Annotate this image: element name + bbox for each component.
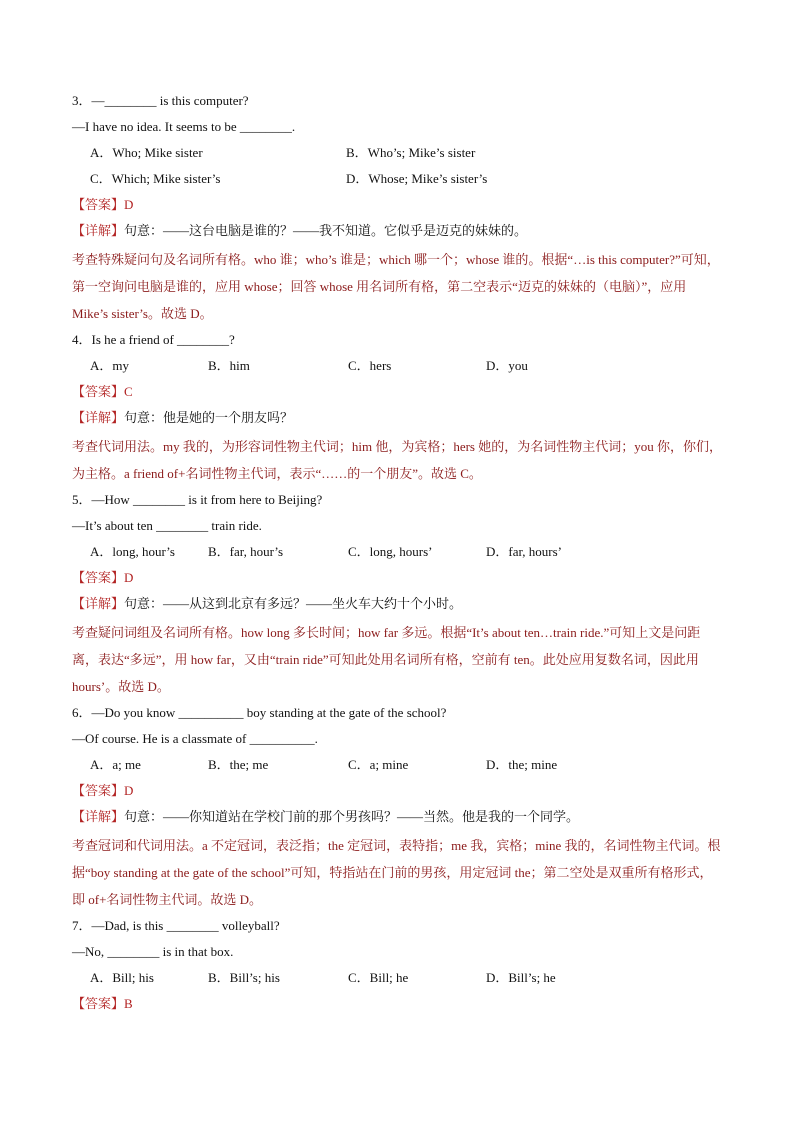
question-stem: 4．Is he a friend of ________? bbox=[72, 332, 235, 347]
option-c: C．Which; Mike sister’s bbox=[90, 171, 221, 186]
question-stem: 7．—Dad, is this ________ volleyball? bbox=[72, 918, 280, 933]
option-c: C．hers bbox=[348, 358, 392, 373]
question-6 bbox=[72, 704, 722, 913]
explanation: 考查冠词和代词用法。a 不定冠词，表泛指；the 定冠词，表特指；me 我，宾格；mine 我的，名词性物主代词。根据“boy standing at the gate of the school”可知，特指站在门前的男孩，用定冠词 the；第二空处是双重所有格形式，即 of+名词性物主代词。故选 D。 bbox=[72, 838, 721, 907]
options-row bbox=[72, 543, 722, 561]
option-b: B．him bbox=[208, 358, 250, 373]
explanation: 考查特殊疑问句及名词所有格。who 谁；who’s 谁是；which 哪一个；whose 谁的。根据“…is this computer?”可知，第一空询问电脑是谁的，应用 whose；回答 whose 用名词所有格，第二空表示“迈克的妹妹的（电脑）”，应用 Mike’s sister’s。故选 D。 bbox=[72, 252, 720, 321]
answer-tag: 【答案】 bbox=[72, 384, 125, 399]
question-stem-reply: —No, ________ is in that box. bbox=[72, 944, 234, 959]
question-stem: 3．—________ is this computer? bbox=[72, 93, 249, 108]
option-a: A．my bbox=[90, 358, 130, 373]
answer-value: D bbox=[124, 783, 134, 798]
answer bbox=[72, 383, 722, 401]
option-d: D．you bbox=[486, 358, 528, 373]
option-c: C．Bill; he bbox=[348, 970, 409, 985]
detail-tag: 【详解】 bbox=[72, 223, 125, 238]
answer-tag: 【答案】 bbox=[72, 996, 125, 1011]
option-a: A．Bill; his bbox=[90, 970, 154, 985]
answer bbox=[72, 196, 722, 214]
detail-text: 句意：——这台电脑是谁的？——我不知道。它似乎是迈克的妹妹的。 bbox=[124, 223, 528, 238]
detail-tag: 【详解】 bbox=[72, 809, 125, 824]
answer-value: D bbox=[124, 197, 134, 212]
answer-value: C bbox=[124, 384, 133, 399]
detail bbox=[72, 595, 722, 613]
answer-tag: 【答案】 bbox=[72, 783, 125, 798]
option-d: D．Bill’s; he bbox=[486, 970, 556, 985]
detail bbox=[72, 808, 722, 826]
answer-tag: 【答案】 bbox=[72, 570, 125, 585]
detail-tag: 【详解】 bbox=[72, 596, 125, 611]
question-stem-reply: —It’s about ten ________ train ride. bbox=[72, 518, 262, 533]
question-5 bbox=[72, 491, 722, 700]
detail-tag: 【详解】 bbox=[72, 410, 125, 425]
question-4 bbox=[72, 331, 722, 487]
option-a: A．Who; Mike sister bbox=[90, 145, 203, 160]
question-stem: 6．—Do you know __________ boy standing at the gate of the school? bbox=[72, 705, 447, 720]
detail-text: 句意：——从这到北京有多远？——坐火车大约十个小时。 bbox=[124, 596, 463, 611]
explanation: 考查疑问词组及名词所有格。how long 多长时间；how far 多远。根据“It’s about ten…train ride.”可知上文是问距离，表达“多远”，用 how far，又由“train ride”可知此处用名词所有格，空前有 ten。此处应用复数名词，因此用 hours’。故选 D。 bbox=[72, 625, 701, 694]
option-c: C．long, hours’ bbox=[348, 544, 433, 559]
options-row-2 bbox=[72, 170, 722, 188]
answer bbox=[72, 569, 722, 587]
question-stem-reply: —Of course. He is a classmate of __________. bbox=[72, 731, 318, 746]
question-7 bbox=[72, 917, 722, 1013]
option-b: B．far, hour’s bbox=[208, 544, 284, 559]
option-d: D．the; mine bbox=[486, 757, 558, 772]
option-d: D．Whose; Mike’s sister’s bbox=[346, 171, 488, 186]
answer-tag: 【答案】 bbox=[72, 197, 125, 212]
option-c: C．a; mine bbox=[348, 757, 409, 772]
option-b: B．the; me bbox=[208, 757, 269, 772]
explanation: 考查代词用法。my 我的，为形容词性物主代词；him 他，为宾格；hers 她的，为名词性物主代词；you 你，你们，为主格。a friend of+名词性物主代词，表示“……的一个朋友”。故选 C。 bbox=[72, 439, 722, 481]
answer-value: D bbox=[124, 570, 134, 585]
options-row bbox=[72, 969, 722, 987]
option-a: A．a; me bbox=[90, 757, 141, 772]
worksheet-page bbox=[72, 92, 722, 1013]
question-stem-reply: —I have no idea. It seems to be ________. bbox=[72, 119, 296, 134]
option-a: A．long, hour’s bbox=[90, 544, 175, 559]
detail bbox=[72, 409, 722, 427]
question-stem: 5．—How ________ is it from here to Beijing? bbox=[72, 492, 323, 507]
answer bbox=[72, 995, 722, 1013]
question-3 bbox=[72, 92, 722, 327]
options-row bbox=[72, 756, 722, 774]
options-row bbox=[72, 357, 722, 375]
detail-text: 句意：——你知道站在学校门前的那个男孩吗？——当然。他是我的一个同学。 bbox=[124, 809, 580, 824]
option-b: B．Who’s; Mike’s sister bbox=[346, 145, 476, 160]
option-b: B．Bill’s; his bbox=[208, 970, 280, 985]
option-d: D．far, hours’ bbox=[486, 544, 563, 559]
detail-text: 句意：他是她的一个朋友吗？ bbox=[124, 410, 294, 425]
options-row-1 bbox=[72, 144, 722, 162]
answer bbox=[72, 782, 722, 800]
detail bbox=[72, 222, 722, 240]
answer-value: B bbox=[124, 996, 133, 1011]
